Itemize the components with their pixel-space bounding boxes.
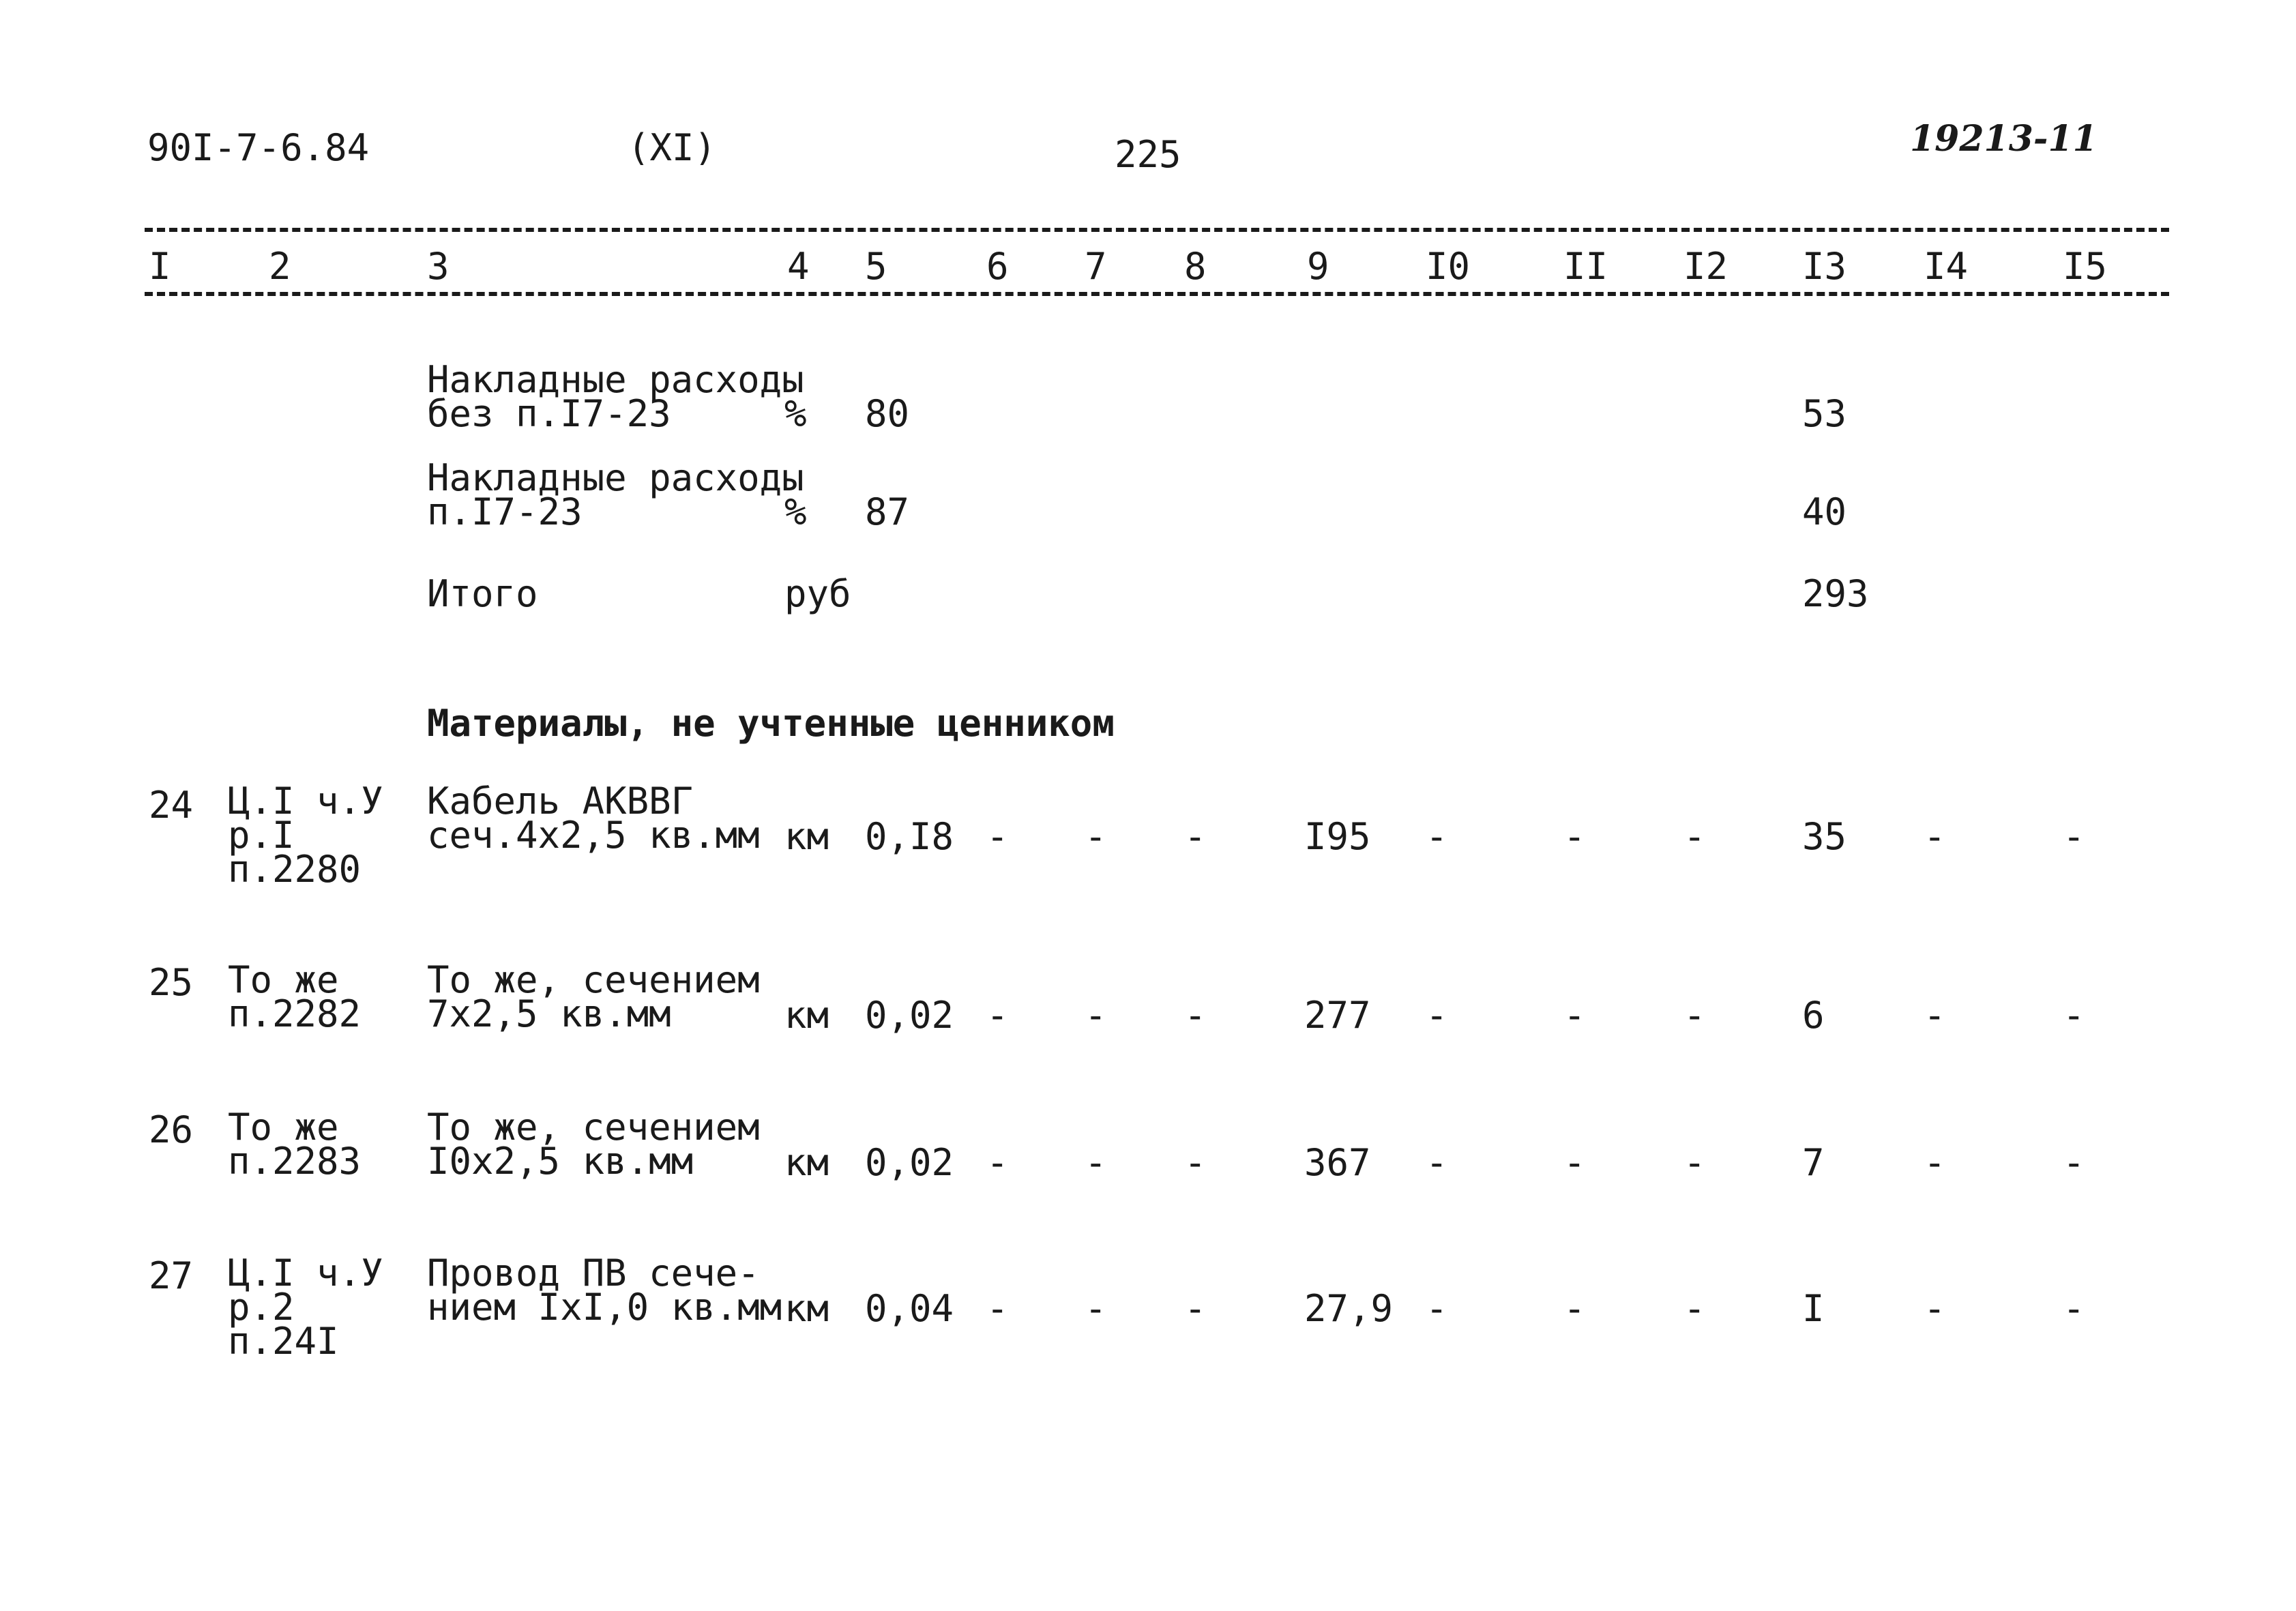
col-header-15: I5: [2063, 245, 2108, 288]
document-code: 90I-7-6.84: [147, 126, 370, 169]
col-header-8: 8: [1184, 245, 1207, 288]
price-reference: Ц.I ч.У р.I п.2280: [228, 780, 383, 891]
col-header-7: 7: [1085, 245, 1107, 288]
col13-value: 7: [1802, 1141, 1825, 1184]
col7-value: -: [1085, 1141, 1107, 1184]
item-name: Провод ПВ сече- нием IхI,0 кв.мм: [427, 1252, 782, 1329]
unit-price: 27,9: [1304, 1287, 1394, 1330]
price-reference: То же п.2282: [228, 958, 362, 1035]
col6-value: -: [986, 815, 1009, 858]
materials-section-title: Материалы, не учтенные ценником: [427, 702, 1115, 745]
col-header-5: 5: [865, 245, 887, 288]
overhead-total: 53: [1802, 392, 1847, 435]
col15-value: -: [2063, 1141, 2085, 1184]
col7-value: -: [1085, 994, 1107, 1037]
col15-value: -: [2063, 815, 2085, 858]
price-reference: Ц.I ч.У р.2 п.24I: [228, 1252, 383, 1363]
quantity: 0,02: [865, 994, 954, 1037]
col10-value: -: [1426, 1287, 1448, 1330]
col10-value: -: [1426, 994, 1448, 1037]
col6-value: -: [986, 994, 1009, 1037]
unit: км: [784, 1287, 829, 1330]
overhead-unit: %: [784, 490, 807, 533]
row-number: 24: [149, 784, 194, 827]
section-number: (XI): [628, 126, 717, 169]
col8-value: -: [1184, 815, 1207, 858]
item-name: Кабель АКВВГ сеч.4х2,5 кв.мм: [427, 780, 760, 857]
col-header-11: II: [1563, 245, 1608, 288]
quantity: 0,I8: [865, 815, 954, 858]
quantity: 0,04: [865, 1287, 954, 1330]
col-header-4: 4: [787, 245, 810, 288]
total-unit: руб: [784, 572, 851, 615]
col13-value: 35: [1802, 815, 1847, 858]
col11-value: -: [1563, 994, 1586, 1037]
unit: км: [784, 1141, 829, 1184]
col7-value: -: [1085, 815, 1107, 858]
overhead-name: Накладные расходы без п.I7-23: [427, 358, 804, 435]
total-label: Итого: [427, 572, 538, 615]
col8-value: -: [1184, 1141, 1207, 1184]
header-rule-top: [145, 228, 2169, 232]
col13-value: I: [1802, 1287, 1825, 1330]
col14-value: -: [1924, 815, 1946, 858]
col8-value: -: [1184, 1287, 1207, 1330]
total-value: 293: [1802, 572, 1869, 615]
overhead-unit: %: [784, 392, 807, 435]
col-header-2: 2: [269, 245, 291, 288]
col6-value: -: [986, 1287, 1009, 1330]
col12-value: -: [1683, 1287, 1706, 1330]
col-header-6: 6: [986, 245, 1009, 288]
col-header-3: 3: [427, 245, 450, 288]
handwritten-reference: 19213-11: [1910, 118, 2098, 160]
col-header-14: I4: [1924, 245, 1969, 288]
item-name: То же, сечением 7х2,5 кв.мм: [427, 958, 760, 1035]
col-header-1: I: [149, 245, 171, 288]
col12-value: -: [1683, 815, 1706, 858]
col14-value: -: [1924, 1287, 1946, 1330]
col14-value: -: [1924, 994, 1946, 1037]
overhead-total: 40: [1802, 490, 1847, 533]
col10-value: -: [1426, 1141, 1448, 1184]
col15-value: -: [2063, 994, 2085, 1037]
item-name: То же, сечением I0х2,5 кв.мм: [427, 1106, 760, 1183]
col12-value: -: [1683, 994, 1706, 1037]
row-number: 26: [149, 1108, 194, 1151]
col11-value: -: [1563, 815, 1586, 858]
col-header-9: 9: [1307, 245, 1329, 288]
row-number: 27: [149, 1254, 194, 1297]
col8-value: -: [1184, 994, 1207, 1037]
unit-price: 367: [1304, 1141, 1371, 1184]
page-number: 225: [1115, 133, 1181, 176]
col6-value: -: [986, 1141, 1009, 1184]
overhead-rate: 80: [865, 392, 910, 435]
col15-value: -: [2063, 1287, 2085, 1330]
col-header-13: I3: [1802, 245, 1847, 288]
col11-value: -: [1563, 1287, 1586, 1330]
col14-value: -: [1924, 1141, 1946, 1184]
col-header-10: I0: [1426, 245, 1471, 288]
col11-value: -: [1563, 1141, 1586, 1184]
overhead-name: Накладные расходы п.I7-23: [427, 456, 804, 533]
unit: км: [784, 994, 829, 1037]
overhead-rate: 87: [865, 490, 910, 533]
header-rule-bottom: [145, 292, 2169, 296]
quantity: 0,02: [865, 1141, 954, 1184]
unit-price: I95: [1304, 815, 1371, 858]
price-reference: То же п.2283: [228, 1106, 362, 1183]
unit: км: [784, 815, 829, 858]
col7-value: -: [1085, 1287, 1107, 1330]
col13-value: 6: [1802, 994, 1825, 1037]
col-header-12: I2: [1683, 245, 1728, 288]
row-number: 25: [149, 961, 194, 1004]
unit-price: 277: [1304, 994, 1371, 1037]
col12-value: -: [1683, 1141, 1706, 1184]
col10-value: -: [1426, 815, 1448, 858]
